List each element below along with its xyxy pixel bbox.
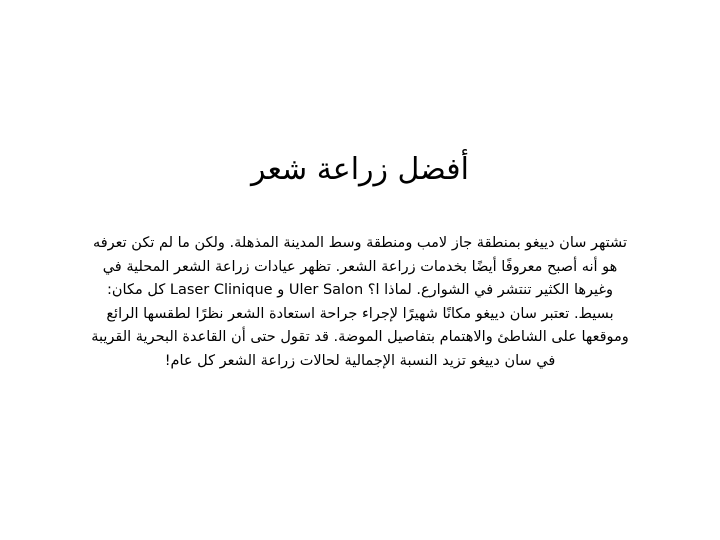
body-line-6: في سان دييغو تزيد النسبة الإجمالية لحالات زراعة الشعر كل عام! — [164, 352, 556, 369]
slide-body — [66, 232, 654, 373]
body-line-3: وغيرها الكثير تنتشر في الشوارع. لماذا ا؟ Uler Salon و Laser Clinique كل مكان: — [107, 282, 613, 298]
body-line-2: هو أنه أصبح معروفًا أيضًا بخدمات زراعة الشعر. تظهر عيادات زراعة الشعر المحلية في — [102, 258, 618, 275]
body-line-4: بسيط. تعتبر سان دييغو مكانًا شهيرًا لإجراء جراحة استعادة الشعر نظرًا لطقسها الرائع — [106, 305, 614, 322]
body-line-5: وموقعها على الشاطئ والاهتمام بتفاصيل الموضة. قد تقول حتى أن القاعدة البحرية القريبة — [91, 329, 629, 345]
body-line-1: تشتهر سان دييغو بمنطقة جاز لامب ومنطقة وسط المدينة المذهلة. ولكن ما لم تكن تعرفه — [92, 235, 628, 251]
slide-title: أفضل زراعة شعر — [251, 152, 469, 187]
